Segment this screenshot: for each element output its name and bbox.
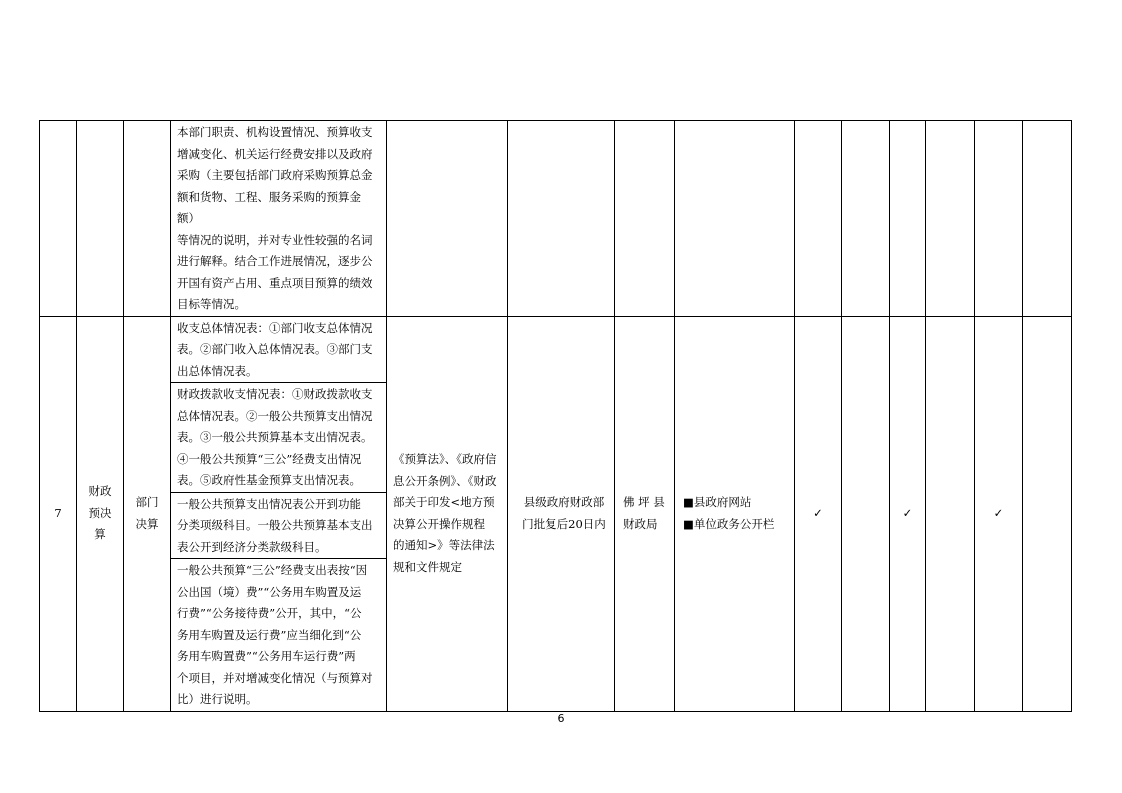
table-row (40, 121, 1072, 317)
table-row (40, 316, 1072, 711)
seq-cell: 7 (40, 316, 77, 711)
basis-cell (387, 121, 508, 317)
check-cell (842, 316, 890, 711)
check-cell (1023, 121, 1072, 317)
disclosure-table (39, 120, 1072, 712)
basis-cell: 《预算法》、《政府信 息公开条例》、《财政 部关于印发<地方预 决算公开操作规程 的通知>》等法律法 规和文件规定 (387, 316, 508, 711)
channel-item: ■单位政务公开栏 (683, 516, 775, 531)
time-limit-cell (508, 121, 615, 317)
content-item: 财政拨款收支情况表：①财政拨款收支 总体情况表。②一般公共预算支出情况 表。③一般公共预算基本支出情况表。 ④一般公共预算“三公”经费支出情况 表。⑤政府性基金预算支出情况表。 (171, 382, 386, 492)
channel-cell (675, 121, 795, 317)
category-cell (77, 121, 124, 317)
seq-cell (40, 121, 77, 317)
content-item: 一般公共预算“三公”经费支出表按“因 公出国（境）费”“公务用车购置及运 行费”“公务接待费”公开，其中，“公 务用车购置及运行费”应当细化到“公 务用车购置费”“公务用车运行费”两 个项目，并对增减变化情况（与预算对 比）进行说明。 (171, 558, 386, 711)
check-cell (890, 121, 926, 317)
subcategory-cell (124, 121, 171, 317)
check-cell (926, 121, 975, 317)
check-cell: ✓ (795, 316, 842, 711)
check-cell (842, 121, 890, 317)
content-cell (171, 316, 387, 711)
content-item: 一般公共预算支出情况表公开到功能 分类项级科目。一般公共预算基本支出 表公开到经济分类款级科目。 (171, 492, 386, 559)
content-item: 收支总体情况表：①部门收支总体情况 表。②部门收入总体情况表。③部门支 出总体情况表。 (177, 320, 373, 378)
check-cell: ✓ (890, 316, 926, 711)
subject-cell (615, 121, 675, 317)
content-cell: 本部门职责、机构设置情况、预算收支 增减变化、机关运行经费安排以及政府 采购（主要包括部门政府采购预算总金 额和货物、工程、服务采购的预算金额） 等情况的说明，并对专业性较强的名词 进行解释。结合工作进展情况，逐步公 开国有资产占用、重点项目预算的绩效 目标等情况。 (171, 121, 387, 317)
subject-cell: 佛 坪 县 财政局 (615, 316, 675, 711)
check-cell: ✓ (975, 316, 1023, 711)
channel-cell (675, 316, 795, 711)
check-cell (795, 121, 842, 317)
check-cell (926, 316, 975, 711)
subcategory-cell: 部门 决算 (124, 316, 171, 711)
check-cell (975, 121, 1023, 317)
time-limit-cell: 县级政府财政部 门批复后20日内 (508, 316, 615, 711)
category-cell: 财政 预决 算 (77, 316, 124, 711)
check-cell (1023, 316, 1072, 711)
channel-item: ■县政府网站 (683, 495, 752, 509)
page-number: 6 (557, 712, 565, 725)
